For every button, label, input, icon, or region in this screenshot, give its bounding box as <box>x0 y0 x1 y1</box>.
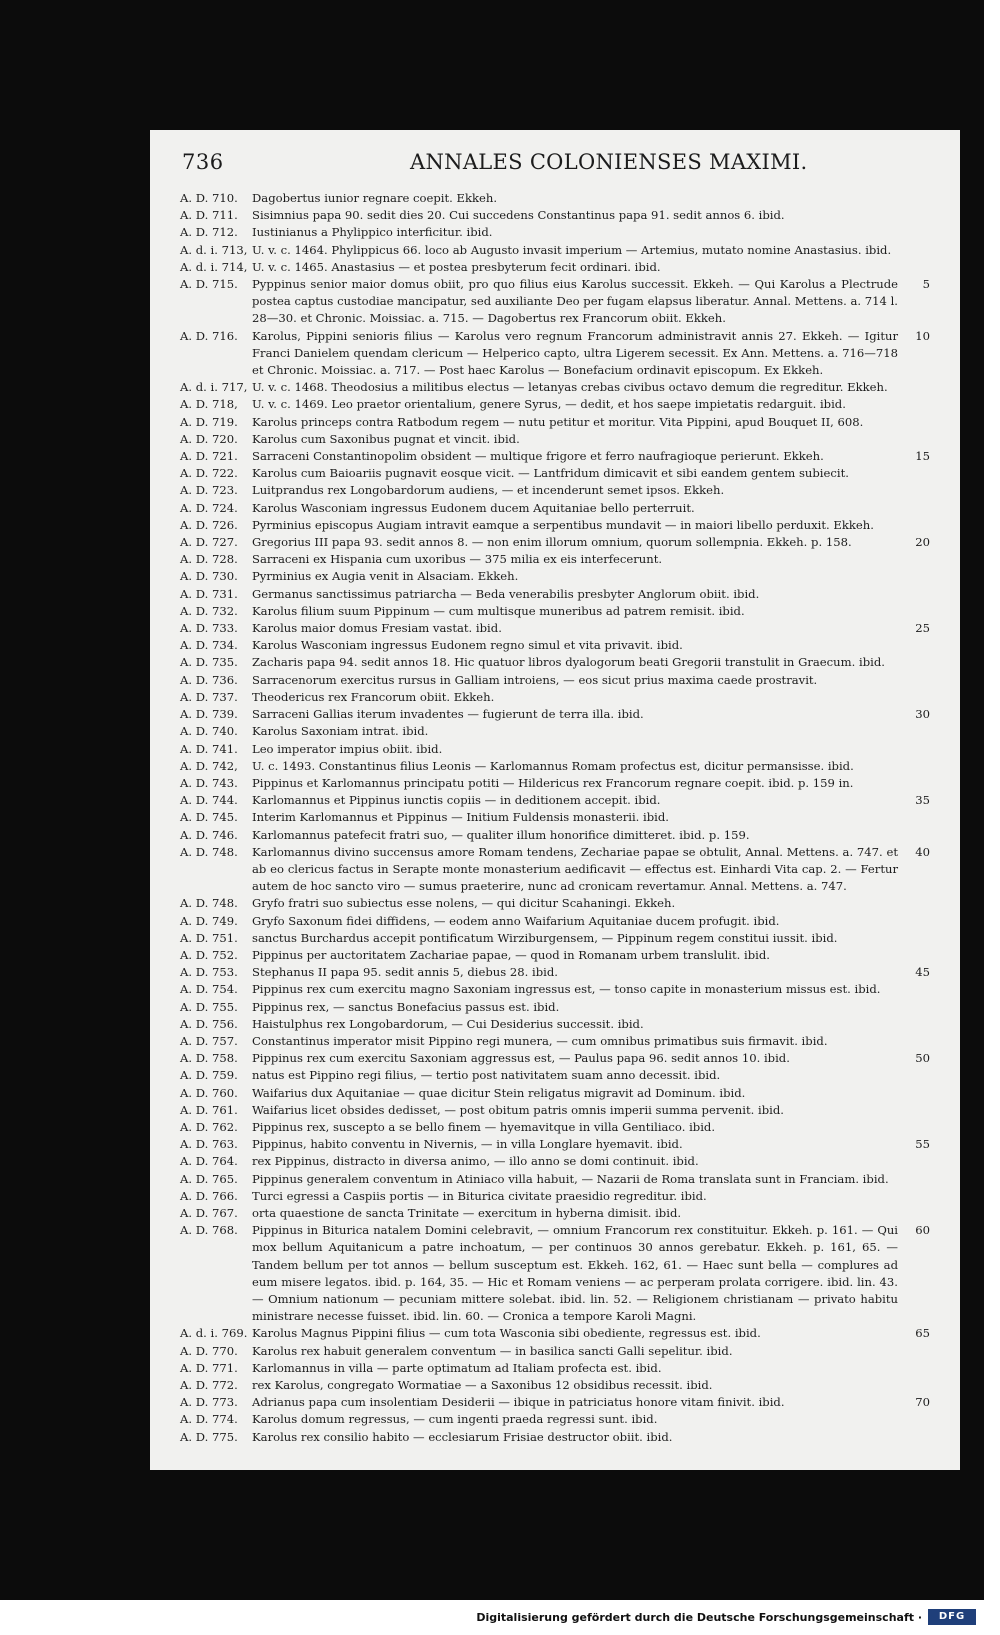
line-number <box>904 1119 930 1136</box>
annal-entry <box>180 913 930 930</box>
line-number <box>904 637 930 654</box>
entry-date: A. D. 768. <box>180 1223 238 1238</box>
annal-entry <box>180 637 930 654</box>
line-number <box>904 379 930 396</box>
entry-date: A. D. 732. <box>180 603 238 618</box>
line-number <box>904 551 930 568</box>
entry-date: A. D. 711. <box>180 208 238 223</box>
annal-entry <box>180 1205 930 1222</box>
digitization-footer <box>0 1600 1000 1635</box>
line-number <box>904 517 930 534</box>
line-number <box>904 1102 930 1119</box>
line-number <box>904 913 930 930</box>
annal-entry <box>180 328 930 380</box>
entry-date: A. d. i. 769. <box>180 1326 248 1341</box>
line-number: 15 <box>915 449 930 464</box>
annal-entry <box>180 809 930 826</box>
entry-text: Leo imperator impius obiit. ibid. <box>252 741 443 756</box>
entry-text: Sarraceni Gallias iterum invadentes — fugierunt de terra illa. ibid. <box>252 707 644 722</box>
entry-date: A. D. 773. <box>180 1395 238 1410</box>
annal-entry <box>180 723 930 740</box>
entry-text: Constantinus imperator misit Pippino regi munera, — cum omnibus primatibus suis firmavit. ibid. <box>252 1033 828 1048</box>
entry-text: Interim Karlomannus et Pippinus — Initium Fuldensis monasterii. ibid. <box>252 810 669 825</box>
entry-text: Karlomannus patefecit fratri suo, — qualiter illum honorifice dimitteret. ibid. p. 159. <box>252 827 750 842</box>
entry-text: Karolus princeps contra Ratbodum regem — nutu petitur et moritur. Vita Pippini, apud Bouquet II, 608. <box>252 414 864 429</box>
entry-text: Adrianus papa cum insolentiam Desiderii — ibique in patriciatus honore vitam finivit. ibid. <box>252 1395 785 1410</box>
annal-entry <box>180 534 930 551</box>
dfg-logo: DFG <box>928 1609 976 1625</box>
entry-date: A. d. i. 714, <box>180 259 248 274</box>
entry-text: Karolus, Pippini senioris filius — Karolus vero regnum Francorum administravit annis 27. Ekkeh. — Igitur Franci Danielem quendam clericum — Helperico capto, ultra Ligerem secessit. Ex Ann. Mettens. a. 716—718 et Chronic. Moissiac. a. 717. — Post haec Karolus — Bonefacium ordinavit episcopum. Ex Ekkeh. <box>252 328 898 378</box>
entry-date: A. D. 775. <box>180 1429 238 1444</box>
annal-entry <box>180 1085 930 1102</box>
entry-date: A. D. 722. <box>180 466 238 481</box>
entry-text: U. v. c. 1469. Leo praetor orientalium, genere Syrus, — dedit, et hos saepe impietatis redarguit. ibid. <box>252 397 846 412</box>
line-number: 10 <box>915 328 930 343</box>
line-number <box>904 242 930 259</box>
entry-date: A. D. 745. <box>180 810 238 825</box>
entry-date: A. D. 740. <box>180 724 238 739</box>
annal-entry <box>180 259 930 276</box>
entry-date: A. D. 756. <box>180 1016 238 1031</box>
entry-date: A. D. 719. <box>180 414 238 429</box>
line-number <box>904 809 930 826</box>
annal-entry <box>180 1411 930 1428</box>
entry-text: Sisimnius papa 90. sedit dies 20. Cui succedens Constantinus papa 91. sedit annos 6. ibid. <box>252 208 785 223</box>
entry-text: U. v. c. 1465. Anastasius — et postea presbyterum fecit ordinari. ibid. <box>252 259 661 274</box>
line-number: 70 <box>915 1395 930 1410</box>
line-number <box>904 1153 930 1170</box>
line-number <box>904 586 930 603</box>
entry-date: A. D. 736. <box>180 672 238 687</box>
annal-entry <box>180 224 930 241</box>
entry-text: Karolus domum regressus, — cum ingenti praeda regressi sunt. ibid. <box>252 1412 658 1427</box>
annal-entry <box>180 672 930 689</box>
entry-text: Stephanus II papa 95. sedit annis 5, diebus 28. ibid. <box>252 965 558 980</box>
annal-entry <box>180 517 930 534</box>
line-number <box>904 431 930 448</box>
annal-entry <box>180 1153 930 1170</box>
entry-date: A. D. 767. <box>180 1205 238 1220</box>
entry-text: orta quaestione de sancta Trinitate — exercitum in hyberna dimisit. ibid. <box>252 1205 682 1220</box>
annal-entry <box>180 1222 930 1325</box>
entry-date: A. d. i. 717, <box>180 380 248 395</box>
entry-text: rex Karolus, congregato Wormatiae — a Saxonibus 12 obsidibus recessit. ibid. <box>252 1378 713 1393</box>
entry-text: Waifarius dux Aquitaniae — quae dicitur Stein religatus migravit ad Dominum. ibid. <box>252 1085 746 1100</box>
entry-date: A. D. 720. <box>180 431 238 446</box>
entry-text: Pippinus rex cum exercitu Saxoniam aggressus est, — Paulus papa 96. sedit annos 10. ibid. <box>252 1051 790 1066</box>
line-number <box>904 1429 930 1446</box>
entry-text: Pyrminius ex Augia venit in Alsaciam. Ekkeh. <box>252 569 519 584</box>
entry-date: A. D. 742, <box>180 758 238 773</box>
line-number <box>904 654 930 671</box>
entry-text: Karolus cum Saxonibus pugnat et vincit. ibid. <box>252 431 520 446</box>
annal-entry <box>180 1325 930 1342</box>
annal-entry <box>180 1429 930 1446</box>
entry-date: A. D. 762. <box>180 1119 238 1134</box>
annal-entry <box>180 1033 930 1050</box>
entry-text: Karolus rex consilio habito — ecclesiarum Frisiae destructor obiit. ibid. <box>252 1429 673 1444</box>
annal-entry <box>180 947 930 964</box>
funding-credit: Digitalisierung gefördert durch die Deutsche Forschungsgemeinschaft · <box>476 1611 922 1624</box>
entry-text: Pippinus rex, suscepto a se bello finem — hyemavitque in villa Gentiliaco. ibid. <box>252 1119 716 1134</box>
annal-entry <box>180 964 930 981</box>
entry-date: A. D. 743. <box>180 775 238 790</box>
entry-date: A. D. 733. <box>180 621 238 636</box>
line-number <box>904 758 930 775</box>
entry-date: A. D. 764. <box>180 1154 238 1169</box>
entry-date: A. D. 771. <box>180 1360 238 1375</box>
annal-entry <box>180 654 930 671</box>
entry-text: Waifarius licet obsides dedisset, — post obitum patris omnis imperii summa pervenit. ibid. <box>252 1102 784 1117</box>
annal-entry <box>180 827 930 844</box>
entry-text: Karolus Saxoniam intrat. ibid. <box>252 724 429 739</box>
line-number <box>904 190 930 207</box>
entry-text: Sarraceni Constantinopolim obsident — multique frigore et ferro naufragioque perierunt. Ekkeh. <box>252 449 824 464</box>
line-number <box>904 1033 930 1050</box>
page <box>150 130 960 1470</box>
line-number <box>904 1360 930 1377</box>
entry-text: sanctus Burchardus accepit pontificatum Wirziburgensem, — Pippinum regem constitui iussit. ibid. <box>252 930 838 945</box>
entry-date: A. D. 716. <box>180 328 238 343</box>
entry-text: U. c. 1493. Constantinus filius Leonis — Karlomannus Romam profectus est, dicitur permansisse. ibid. <box>252 758 854 773</box>
page-number: 736 <box>182 150 224 174</box>
annal-entry <box>180 1119 930 1136</box>
entry-date: A. D. 727. <box>180 535 238 550</box>
annal-entry <box>180 500 930 517</box>
entry-text: Turci egressi a Caspiis portis — in Biturica civitate praesidio regreditur. ibid. <box>252 1188 707 1203</box>
entry-date: A. D. 759. <box>180 1068 238 1083</box>
entry-date: A. D. 739. <box>180 707 238 722</box>
annal-entry <box>180 1050 930 1067</box>
entry-date: A. D. 751. <box>180 930 238 945</box>
annal-entry <box>180 758 930 775</box>
line-number: 35 <box>915 793 930 808</box>
annal-entry <box>180 741 930 758</box>
annal-entry <box>180 568 930 585</box>
entry-text: Karolus maior domus Fresiam vastat. ibid. <box>252 621 502 636</box>
entry-date: A. D. 754. <box>180 982 238 997</box>
entry-text: Luitprandus rex Longobardorum audiens, — et incenderunt semet ipsos. Ekkeh. <box>252 483 725 498</box>
line-number <box>904 999 930 1016</box>
line-number <box>904 465 930 482</box>
entry-date: A. D. 772. <box>180 1378 238 1393</box>
entry-text: Iustinianus a Phylippico interficitur. ibid. <box>252 225 493 240</box>
entry-text: Karlomannus in villa — parte optimatum ad Italiam profecta est. ibid. <box>252 1360 662 1375</box>
entry-date: A. D. 721. <box>180 449 238 464</box>
line-number: 50 <box>915 1051 930 1066</box>
entry-text: Karolus rex habuit generalem conventum — in basilica sancti Galli sepelitur. ibid. <box>252 1343 733 1358</box>
line-number <box>904 1377 930 1394</box>
annal-entry <box>180 930 930 947</box>
entry-date: A. D. 761. <box>180 1102 238 1117</box>
annal-entry <box>180 448 930 465</box>
annal-entry <box>180 414 930 431</box>
annal-entry <box>180 706 930 723</box>
line-number: 60 <box>915 1223 930 1238</box>
line-number: 55 <box>915 1137 930 1152</box>
entry-date: A. D. 760. <box>180 1085 238 1100</box>
entry-date: A. D. 748. <box>180 896 238 911</box>
line-number <box>904 1343 930 1360</box>
line-number: 5 <box>922 277 930 292</box>
entry-text: U. v. c. 1468. Theodosius a militibus electus — letanyas crebas civibus octavo demum die regreditur. Ekkeh. <box>252 380 888 395</box>
line-number <box>904 775 930 792</box>
line-number <box>904 224 930 241</box>
annal-entry <box>180 844 930 896</box>
line-number <box>904 500 930 517</box>
entry-date: A. D. 710. <box>180 191 238 205</box>
entry-date: A. D. 718, <box>180 397 238 412</box>
line-number <box>904 568 930 585</box>
line-number <box>904 672 930 689</box>
entry-date: A. D. 753. <box>180 965 238 980</box>
entry-text: Karolus filium suum Pippinum — cum multisque muneribus ad patrem remisit. ibid. <box>252 603 745 618</box>
annal-entry <box>180 482 930 499</box>
annal-entry <box>180 981 930 998</box>
entry-text: Karlomannus divino succensus amore Romam tendens, Zechariae papae se obtulit, Annal. Mettens. a. 747. et ab eo clericus factus in Serapte monte monasterium aedificavit — effectus est. Einhardi Vita cap. 2. — Fertur autem de hoc sancto viro — sumus praeterire, nunc ad cronicam revertamur. Annal. Mettens. a. 747. <box>252 844 898 894</box>
annal-entry <box>180 551 930 568</box>
annal-entry <box>180 190 930 207</box>
entry-text: Germanus sanctissimus patriarcha — Beda venerabilis presbyter Anglorum obiit. ibid. <box>252 586 760 601</box>
entry-date: A. D. 774. <box>180 1412 238 1427</box>
entry-text: natus est Pippino regi filius, — tertio post nativitatem suam anno decessit. ibid. <box>252 1068 721 1083</box>
entry-text: Gregorius III papa 93. sedit annos 8. — non enim illorum omnium, quorum sollempnia. Ekkeh. p. 158. <box>252 535 852 550</box>
line-number <box>904 827 930 844</box>
line-number: 20 <box>915 535 930 550</box>
annal-entry <box>180 207 930 224</box>
line-number: 65 <box>915 1326 930 1341</box>
entry-text: Sarracenorum exercitus rursus in Galliam introiens, — eos sicut prius maxima caede prostravit. <box>252 672 818 687</box>
entry-date: A. D. 748. <box>180 844 238 859</box>
entry-date: A. D. 757. <box>180 1033 238 1048</box>
line-number <box>904 207 930 224</box>
entry-text: Pippinus, habito conventu in Nivernis, — in villa Longlare hyemavit. ibid. <box>252 1137 683 1152</box>
annal-entry <box>180 1102 930 1119</box>
annal-entries <box>180 190 930 1446</box>
line-number <box>904 414 930 431</box>
entry-text: Karlomannus et Pippinus iunctis copiis — in deditionem accepit. ibid. <box>252 793 661 808</box>
annal-entry <box>180 586 930 603</box>
entry-date: A. D. 746. <box>180 827 238 842</box>
entry-text: rex Pippinus, distracto in diversa animo, — illo anno se domi continuit. ibid. <box>252 1154 699 1169</box>
line-number <box>904 1016 930 1033</box>
annal-entry <box>180 465 930 482</box>
entry-date: A. D. 723. <box>180 483 238 498</box>
entry-text: Pippinus et Karlomannus principatu potiti — Hildericus rex Francorum regnare coepit. ibid. p. 159 in. <box>252 775 854 790</box>
entry-date: A. D. 715. <box>180 277 238 292</box>
entry-date: A. D. 730. <box>180 569 238 584</box>
entry-text: Theodericus rex Francorum obiit. Ekkeh. <box>252 689 495 704</box>
entry-text: Pippinus rex cum exercitu magno Saxoniam ingressus est, — tonso capite in monasterium missus est. ibid. <box>252 982 881 997</box>
entry-text: Dagobertus iunior regnare coepit. Ekkeh. <box>252 191 498 205</box>
entry-date: A. D. 741. <box>180 741 238 756</box>
annal-entry <box>180 1171 930 1188</box>
entry-text: Zacharis papa 94. sedit annos 18. Hic quatuor libros dyalogorum beati Gregorii transtulit in Graecum. ibid. <box>252 655 885 670</box>
entry-text: Haistulphus rex Longobardorum, — Cui Desiderius successit. ibid. <box>252 1016 644 1031</box>
line-number <box>904 1171 930 1188</box>
line-number <box>904 741 930 758</box>
entry-date: A. d. i. 713, <box>180 242 248 257</box>
line-number: 30 <box>915 707 930 722</box>
entry-text: Pippinus generalem conventum in Atiniaco villa habuit, — Nazarii de Roma translata sunt in Franciam. ibid. <box>252 1171 889 1186</box>
entry-date: A. D. 731. <box>180 586 238 601</box>
annal-entry <box>180 620 930 637</box>
annal-entry <box>180 1067 930 1084</box>
entry-date: A. D. 737. <box>180 689 238 704</box>
entry-text: Karolus Wasconiam ingressus Eudonem regno simul et vita privavit. ibid. <box>252 638 683 653</box>
line-number: 40 <box>915 844 930 859</box>
annal-entry <box>180 603 930 620</box>
line-number <box>904 1085 930 1102</box>
entry-date: A. D. 770. <box>180 1343 238 1358</box>
line-number <box>904 603 930 620</box>
entry-date: A. D. 735. <box>180 655 238 670</box>
annal-entry <box>180 1188 930 1205</box>
entry-text: Pyppinus senior maior domus obiit, pro quo filius eius Karolus successit. Ekkeh. — Qui Karolus a Plectrude postea captus custodiae mancipatur, sed auxiliante Deo per fugam elapsus liberatur. Annal. Mettens. a. 714 l. 28—30. et Chronic. Moissiac. a. 715. — Dagobertus rex Francorum obiit. Ekkeh. <box>252 277 898 326</box>
entry-text: Karolus Magnus Pippini filius — cum tota Wasconia sibi obediente, regressus est. ibid. <box>252 1326 761 1341</box>
entry-date: A. D. 766. <box>180 1188 238 1203</box>
line-number <box>904 981 930 998</box>
entry-date: A. D. 712. <box>180 225 238 240</box>
line-number <box>904 723 930 740</box>
annal-entry <box>180 431 930 448</box>
annal-entry <box>180 895 930 912</box>
line-number <box>904 396 930 413</box>
annal-entry <box>180 999 930 1016</box>
line-number: 25 <box>915 621 930 636</box>
annal-entry <box>180 1343 930 1360</box>
annal-entry <box>180 379 930 396</box>
entry-date: A. D. 758. <box>180 1051 238 1066</box>
annal-entry <box>180 242 930 259</box>
entry-date: A. D. 763. <box>180 1137 238 1152</box>
entry-text: U. v. c. 1464. Phylippicus 66. loco ab Augusto invasit imperium — Artemius, mutato nomine Anastasius. ibid. <box>252 242 892 257</box>
entry-text: Pyrminius episcopus Augiam intravit eamque a serpentibus mundavit — in maiori libello perduxit. Ekkeh. <box>252 517 874 532</box>
annal-entry <box>180 1016 930 1033</box>
entry-text: Karolus cum Baioariis pugnavit eosque vicit. — Lantfridum dimicavit et sibi eandem gentem subiecit. <box>252 466 849 481</box>
annal-entry <box>180 792 930 809</box>
annal-entry <box>180 1394 930 1411</box>
line-number <box>904 947 930 964</box>
annal-entry <box>180 775 930 792</box>
line-number <box>904 482 930 499</box>
line-number <box>904 259 930 276</box>
entry-date: A. D. 755. <box>180 999 238 1014</box>
line-number <box>904 1188 930 1205</box>
line-number <box>904 1067 930 1084</box>
entry-date: A. D. 752. <box>180 947 238 962</box>
entry-date: A. D. 724. <box>180 500 238 515</box>
annal-entry <box>180 689 930 706</box>
line-number <box>904 1411 930 1428</box>
line-number: 45 <box>915 965 930 980</box>
entry-text: Pippinus in Biturica natalem Domini celebravit, — omnium Francorum rex constituitur. Ekkeh. p. 161. — Qui mox bellum Aquitanicum a patre inchoatum, — per continuos 30 annos gerebatur. Ekkeh. p. 161, 65. — Tandem bellum per tot annos — bellum susceptum est. Ekkeh. 162, 61. — Haec sunt bella — complures ad eum misere legatos. ibid. p. 164, 35. — Hic et Romam veniens — ac perperam prolata corrigere. ibid. lin. 43. — Omnium nationum — pecuniam mittere solebat. ibid. lin. 52. — Religionem christianam — privato habitu ministrare necesse fuisset. ibid. lin. 60. — Cronica a tempore Karoli Magni. <box>252 1223 898 1324</box>
annal-entry <box>180 276 930 328</box>
annal-entry <box>180 1136 930 1153</box>
entry-text: Pippinus per auctoritatem Zachariae papae, — quod in Romanam urbem translulit. ibid. <box>252 947 770 962</box>
entry-date: A. D. 765. <box>180 1171 238 1186</box>
entry-text: Pippinus rex, — sanctus Bonefacius passus est. ibid. <box>252 999 560 1014</box>
line-number <box>904 1205 930 1222</box>
entry-date: A. D. 728. <box>180 552 238 567</box>
annal-entry <box>180 396 930 413</box>
annal-entry <box>180 1377 930 1394</box>
entry-date: A. D. 749. <box>180 913 238 928</box>
line-number <box>904 930 930 947</box>
entry-date: A. D. 744. <box>180 793 238 808</box>
entry-text: Karolus Wasconiam ingressus Eudonem ducem Aquitaniae bello perterruit. <box>252 500 695 515</box>
line-number <box>904 689 930 706</box>
entry-text: Sarraceni ex Hispania cum uxoribus — 375 milia ex eis interfecerunt. <box>252 552 663 567</box>
entry-text: Gryfo Saxonum fidei diffidens, — eodem anno Waifarium Aquitaniae ducem profugit. ibid. <box>252 913 780 928</box>
entry-date: A. D. 726. <box>180 517 238 532</box>
annal-entry <box>180 1360 930 1377</box>
running-title: ANNALES COLONIENSES MAXIMI. <box>410 150 808 174</box>
line-number <box>904 895 930 912</box>
entry-date: A. D. 734. <box>180 638 238 653</box>
entry-text: Gryfo fratri suo subiectus esse nolens, — qui dicitur Scahaningi. Ekkeh. <box>252 896 676 911</box>
